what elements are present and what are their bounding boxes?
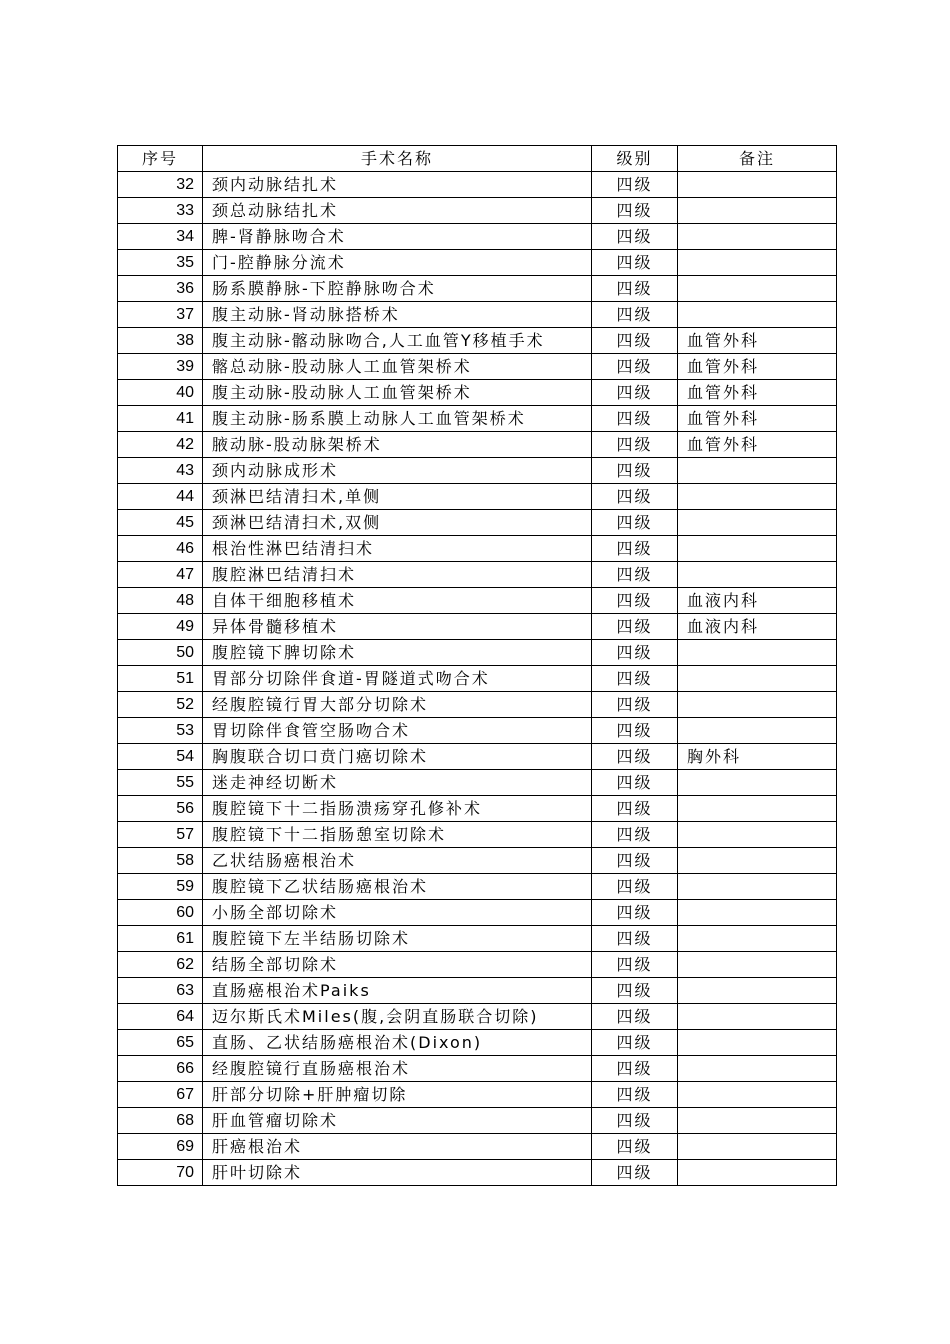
surgery-name: 腹主动脉-股动脉人工血管架桥术 — [203, 380, 592, 406]
surgery-level: 四级 — [592, 926, 678, 952]
surgery-level: 四级 — [592, 978, 678, 1004]
surgery-name: 腋动脉-股动脉架桥术 — [203, 432, 592, 458]
surgery-note — [678, 484, 837, 510]
surgery-level: 四级 — [592, 718, 678, 744]
surgery-level: 四级 — [592, 1160, 678, 1186]
surgery-name: 腹主动脉-肾动脉搭桥术 — [203, 302, 592, 328]
surgery-note — [678, 276, 837, 302]
row-number: 46 — [118, 536, 203, 562]
table-row — [118, 770, 837, 796]
surgery-name: 颈淋巴结清扫术,单侧 — [203, 484, 592, 510]
surgery-level: 四级 — [592, 510, 678, 536]
surgery-level: 四级 — [592, 276, 678, 302]
surgery-level: 四级 — [592, 172, 678, 198]
surgery-note — [678, 666, 837, 692]
row-number: 49 — [118, 614, 203, 640]
row-number: 67 — [118, 1082, 203, 1108]
row-number: 45 — [118, 510, 203, 536]
table-row — [118, 1030, 837, 1056]
row-number: 38 — [118, 328, 203, 354]
surgery-name: 胃部分切除伴食道-胃隧道式吻合术 — [203, 666, 592, 692]
surgery-level: 四级 — [592, 484, 678, 510]
table-row — [118, 562, 837, 588]
surgery-note — [678, 510, 837, 536]
row-number: 50 — [118, 640, 203, 666]
surgery-level: 四级 — [592, 1056, 678, 1082]
table-row — [118, 406, 837, 432]
surgery-note — [678, 770, 837, 796]
row-number: 39 — [118, 354, 203, 380]
surgery-name: 根治性淋巴结清扫术 — [203, 536, 592, 562]
surgery-note — [678, 796, 837, 822]
surgery-name: 自体干细胞移植术 — [203, 588, 592, 614]
header-no: 序号 — [118, 146, 203, 172]
surgery-level: 四级 — [592, 692, 678, 718]
surgery-name: 胸腹联合切口贲门癌切除术 — [203, 744, 592, 770]
surgery-note — [678, 692, 837, 718]
surgery-level: 四级 — [592, 796, 678, 822]
surgery-level: 四级 — [592, 432, 678, 458]
surgery-name: 迈尔斯氏术Miles(腹,会阴直肠联合切除) — [203, 1004, 592, 1030]
surgery-note — [678, 562, 837, 588]
surgery-level: 四级 — [592, 900, 678, 926]
surgery-level: 四级 — [592, 198, 678, 224]
surgery-level: 四级 — [592, 1134, 678, 1160]
table-row — [118, 484, 837, 510]
surgery-note: 血液内科 — [678, 588, 837, 614]
table-header — [118, 146, 837, 172]
table-row — [118, 614, 837, 640]
surgery-level: 四级 — [592, 406, 678, 432]
surgery-name: 髂总动脉-股动脉人工血管架桥术 — [203, 354, 592, 380]
surgery-level: 四级 — [592, 536, 678, 562]
table-row — [118, 744, 837, 770]
header-name: 手术名称 — [203, 146, 592, 172]
header-row — [118, 146, 837, 172]
surgery-note — [678, 224, 837, 250]
surgery-note: 胸外科 — [678, 744, 837, 770]
surgery-note — [678, 1134, 837, 1160]
table-row — [118, 822, 837, 848]
surgery-level: 四级 — [592, 1004, 678, 1030]
surgery-note: 血管外科 — [678, 406, 837, 432]
header-level: 级别 — [592, 146, 678, 172]
surgery-level: 四级 — [592, 250, 678, 276]
row-number: 40 — [118, 380, 203, 406]
surgery-name: 肝部分切除+肝肿瘤切除 — [203, 1082, 592, 1108]
surgery-note — [678, 874, 837, 900]
table-row — [118, 1160, 837, 1186]
row-number: 51 — [118, 666, 203, 692]
surgery-note: 血管外科 — [678, 354, 837, 380]
surgery-note — [678, 1082, 837, 1108]
surgery-note: 血管外科 — [678, 328, 837, 354]
surgery-level: 四级 — [592, 666, 678, 692]
table-body — [118, 172, 837, 1186]
table-row — [118, 380, 837, 406]
row-number: 68 — [118, 1108, 203, 1134]
surgery-name: 颈内动脉成形术 — [203, 458, 592, 484]
surgery-level: 四级 — [592, 848, 678, 874]
surgery-note — [678, 198, 837, 224]
surgery-note — [678, 952, 837, 978]
row-number: 66 — [118, 1056, 203, 1082]
table-row — [118, 1134, 837, 1160]
row-number: 69 — [118, 1134, 203, 1160]
table-row — [118, 692, 837, 718]
table-row — [118, 302, 837, 328]
row-number: 53 — [118, 718, 203, 744]
row-number: 34 — [118, 224, 203, 250]
table-row — [118, 900, 837, 926]
surgery-level: 四级 — [592, 1082, 678, 1108]
surgery-name: 颈总动脉结扎术 — [203, 198, 592, 224]
surgery-note: 血管外科 — [678, 432, 837, 458]
row-number: 36 — [118, 276, 203, 302]
table-row — [118, 250, 837, 276]
surgery-name: 结肠全部切除术 — [203, 952, 592, 978]
surgery-note — [678, 848, 837, 874]
surgery-note — [678, 172, 837, 198]
surgery-name: 腹腔镜下左半结肠切除术 — [203, 926, 592, 952]
surgery-note — [678, 822, 837, 848]
surgery-name: 异体骨髓移植术 — [203, 614, 592, 640]
surgery-note — [678, 536, 837, 562]
surgery-name: 脾-肾静脉吻合术 — [203, 224, 592, 250]
table-row — [118, 848, 837, 874]
table-row — [118, 796, 837, 822]
surgery-level: 四级 — [592, 1030, 678, 1056]
surgery-name: 直肠癌根治术Paiks — [203, 978, 592, 1004]
surgery-name: 腹主动脉-肠系膜上动脉人工血管架桥术 — [203, 406, 592, 432]
surgery-name: 腹腔淋巴结清扫术 — [203, 562, 592, 588]
surgery-note — [678, 1004, 837, 1030]
surgery-note: 血管外科 — [678, 380, 837, 406]
surgery-note — [678, 718, 837, 744]
table-row — [118, 588, 837, 614]
row-number: 35 — [118, 250, 203, 276]
row-number: 56 — [118, 796, 203, 822]
row-number: 47 — [118, 562, 203, 588]
surgery-note — [678, 640, 837, 666]
row-number: 44 — [118, 484, 203, 510]
surgery-note — [678, 1108, 837, 1134]
table-row — [118, 1004, 837, 1030]
table-row — [118, 172, 837, 198]
table-row — [118, 1056, 837, 1082]
row-number: 63 — [118, 978, 203, 1004]
surgery-name: 肠系膜静脉-下腔静脉吻合术 — [203, 276, 592, 302]
surgery-level: 四级 — [592, 380, 678, 406]
surgery-level: 四级 — [592, 744, 678, 770]
surgery-name: 门-腔静脉分流术 — [203, 250, 592, 276]
row-number: 54 — [118, 744, 203, 770]
row-number: 57 — [118, 822, 203, 848]
surgery-list-table — [117, 145, 837, 1186]
table-row — [118, 978, 837, 1004]
table-row — [118, 458, 837, 484]
table-row — [118, 224, 837, 250]
surgery-name: 颈内动脉结扎术 — [203, 172, 592, 198]
surgery-level: 四级 — [592, 354, 678, 380]
surgery-level: 四级 — [592, 874, 678, 900]
surgery-note — [678, 1160, 837, 1186]
surgery-level: 四级 — [592, 1108, 678, 1134]
surgery-note — [678, 1030, 837, 1056]
surgery-name: 经腹腔镜行直肠癌根治术 — [203, 1056, 592, 1082]
surgery-name: 经腹腔镜行胃大部分切除术 — [203, 692, 592, 718]
row-number: 64 — [118, 1004, 203, 1030]
table-row — [118, 666, 837, 692]
surgery-level: 四级 — [592, 328, 678, 354]
row-number: 43 — [118, 458, 203, 484]
table-row — [118, 536, 837, 562]
row-number: 70 — [118, 1160, 203, 1186]
surgery-level: 四级 — [592, 562, 678, 588]
surgery-note — [678, 1056, 837, 1082]
row-number: 58 — [118, 848, 203, 874]
row-number: 62 — [118, 952, 203, 978]
table-row — [118, 276, 837, 302]
row-number: 60 — [118, 900, 203, 926]
row-number: 65 — [118, 1030, 203, 1056]
table-row — [118, 952, 837, 978]
table-row — [118, 718, 837, 744]
surgery-note — [678, 250, 837, 276]
surgery-level: 四级 — [592, 458, 678, 484]
table-row — [118, 1108, 837, 1134]
surgery-name: 腹主动脉-髂动脉吻合,人工血管Y移植手术 — [203, 328, 592, 354]
row-number: 61 — [118, 926, 203, 952]
surgery-name: 肝叶切除术 — [203, 1160, 592, 1186]
surgery-name: 腹腔镜下十二指肠憩室切除术 — [203, 822, 592, 848]
surgery-note: 血液内科 — [678, 614, 837, 640]
surgery-note — [678, 458, 837, 484]
surgery-level: 四级 — [592, 822, 678, 848]
table-row — [118, 874, 837, 900]
row-number: 41 — [118, 406, 203, 432]
surgery-name: 腹腔镜下乙状结肠癌根治术 — [203, 874, 592, 900]
row-number: 59 — [118, 874, 203, 900]
row-number: 32 — [118, 172, 203, 198]
surgery-name: 腹腔镜下脾切除术 — [203, 640, 592, 666]
header-note: 备注 — [678, 146, 837, 172]
surgery-name: 直肠、乙状结肠癌根治术(Dixon) — [203, 1030, 592, 1056]
table-row — [118, 640, 837, 666]
row-number: 33 — [118, 198, 203, 224]
row-number: 55 — [118, 770, 203, 796]
surgery-level: 四级 — [592, 224, 678, 250]
surgery-level: 四级 — [592, 588, 678, 614]
surgery-level: 四级 — [592, 302, 678, 328]
row-number: 37 — [118, 302, 203, 328]
surgery-name: 乙状结肠癌根治术 — [203, 848, 592, 874]
table-row — [118, 926, 837, 952]
row-number: 42 — [118, 432, 203, 458]
surgery-note — [678, 900, 837, 926]
table-row — [118, 432, 837, 458]
surgery-name: 颈淋巴结清扫术,双侧 — [203, 510, 592, 536]
table-row — [118, 354, 837, 380]
surgery-name: 胃切除伴食管空肠吻合术 — [203, 718, 592, 744]
surgery-name: 肝血管瘤切除术 — [203, 1108, 592, 1134]
table-row — [118, 510, 837, 536]
surgery-name: 迷走神经切断术 — [203, 770, 592, 796]
surgery-note — [678, 926, 837, 952]
table-row — [118, 198, 837, 224]
table-row — [118, 1082, 837, 1108]
surgery-note — [678, 978, 837, 1004]
surgery-level: 四级 — [592, 770, 678, 796]
surgery-name: 小肠全部切除术 — [203, 900, 592, 926]
surgery-level: 四级 — [592, 952, 678, 978]
surgery-name: 腹腔镜下十二指肠溃疡穿孔修补术 — [203, 796, 592, 822]
row-number: 52 — [118, 692, 203, 718]
row-number: 48 — [118, 588, 203, 614]
surgery-name: 肝癌根治术 — [203, 1134, 592, 1160]
table-row — [118, 328, 837, 354]
surgery-level: 四级 — [592, 614, 678, 640]
surgery-level: 四级 — [592, 640, 678, 666]
surgery-note — [678, 302, 837, 328]
